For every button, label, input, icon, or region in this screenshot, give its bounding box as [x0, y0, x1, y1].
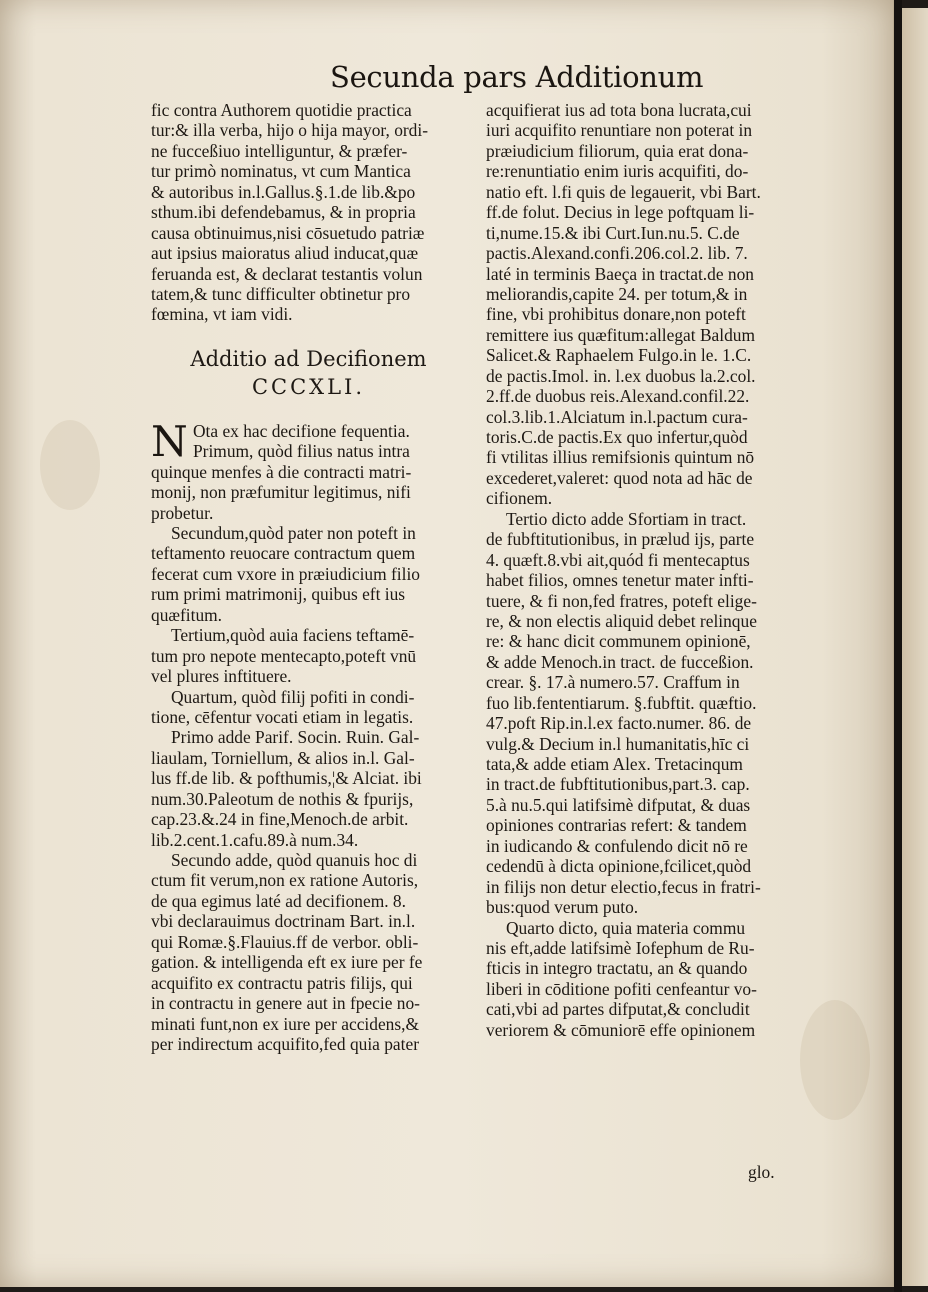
text-line: re:renuntiatio enim iuris acquifiti, do- [486, 161, 749, 182]
text-line: ctum fit verum,non ex ratione Autoris, [151, 870, 419, 891]
text-line: cedendū à dicta opinione,fcilicet,quòd [486, 856, 752, 877]
text-line: cati,vbi ad partes difputat,& concludit [486, 999, 750, 1020]
text-line: 2.ff.de duobus reis.Alexand.confil.22. [486, 386, 750, 407]
left-paragraph-3 [151, 523, 466, 625]
text-line: Secundum,quòd pater non poteft in [171, 523, 416, 543]
text-line: in iudicando & confulendo dicit nō re [486, 835, 748, 856]
right-paragraph-3 [486, 918, 795, 1041]
text-line: nis eft,adde latifsimè Iofephum de Ru- [486, 937, 755, 958]
text-line: ff.de folut. Decius in lege poftquam li- [486, 202, 755, 223]
text-line: præiudicium filiorum, quia erat dona- [486, 140, 749, 161]
text-line: col.3.lib.1.Alciatum in.l.pactum cura- [486, 406, 748, 427]
text-line: fi vtilitas illius remifsionis quintum nō [486, 447, 755, 468]
text-line: sthum.ibi defendebamus, & in propria [151, 202, 416, 223]
text-line: remittere ius quæfitum:allegat Baldum [486, 324, 756, 345]
left-paragraph-2 [151, 462, 466, 523]
right-paragraph-1 [486, 100, 795, 509]
text-line: lus ff.de lib. & pofthumis,¦& Alciat. ibi [151, 768, 422, 789]
text-line: laté in terminis Baeça in tractat.de non [486, 263, 755, 284]
text-line: re, & non electis aliquid debet relinque [486, 610, 757, 631]
text-line: gation. & intelligenda eft ex iure per fe [151, 952, 423, 973]
text-line: de fubftitutionibus, in prælud ijs, parte [486, 529, 755, 550]
right-text-column [486, 100, 795, 1040]
text-line: fticis in integro tractatu, an & quando [486, 958, 748, 979]
text-line: in filijs non detur electio,fecus in fratri- [486, 876, 761, 897]
text-line: Secundo adde, quòd quanuis hoc di [171, 850, 418, 870]
text-line: in contractu in genere aut in fpecie no- [151, 993, 420, 1014]
text-line: toris.C.de pactis.Ex quo infertur,quòd [486, 427, 748, 447]
text-line: cap.23.&.24 in fine,Menoch.de arbit. [151, 809, 409, 830]
facing-page-edge [902, 8, 928, 1286]
text-line: bus:quod verum puto. [486, 897, 639, 918]
text-line: ne fucceßiuo intelliguntur, & præfer- [151, 140, 408, 161]
left-paragraph-7 [151, 850, 466, 1054]
text-line: Tertium,quòd auia faciens teftamē- [171, 625, 415, 646]
text-line: liaulam, Torniellum, & alios in.l. Gal- [151, 747, 415, 768]
text-line: monij, non præfumitur legitimus, nifi [151, 482, 411, 503]
text-line: tur:& illa verba, hijo o hija mayor, ordi- [151, 120, 429, 141]
text-line: cifionem. [486, 488, 553, 509]
text-line: fuo lib.fententiarum. §.fubftit. quæftio. [486, 692, 757, 713]
left-paragraph-1 [151, 100, 466, 325]
section-heading: Additio ad Decifionem [190, 346, 427, 371]
text-line: rum primi matrimonij, quibus eft ius [151, 584, 406, 605]
text-line: de qua egimus laté ad decifionem. 8. [151, 890, 406, 911]
text-line: Quartum, quòd filij pofiti in condi- [171, 686, 415, 707]
text-line: tatem,& tunc difficulter obtinetur pro [151, 283, 411, 304]
text-line: teftamento reuocare contractum quem [151, 543, 416, 564]
text-line: excederet,valeret: quod nota ad hāc de [486, 467, 753, 488]
text-line: causa obtinuimus,nisi cōsuetudo patriæ [151, 222, 425, 243]
drop-cap: N [151, 416, 188, 466]
text-line: & autoribus in.l.Gallus.§.1.de lib.&po [151, 181, 416, 202]
text-line: veriorem & cōmuniorē effe opinionem [486, 1019, 756, 1040]
text-line: Quarto dicto, quia materia commu [506, 917, 746, 938]
text-line: crear. §. 17.à numero.57. Craffum in [486, 672, 740, 693]
text-line: vel plures inftituere. [151, 666, 292, 687]
text-line: fœmina, vt iam vidi. [151, 304, 293, 325]
text-line: natio eft. l.fi quis de legauerit, vbi Bart. [486, 181, 761, 202]
catchword: glo. [748, 1162, 775, 1182]
text-line: tur primò nominatus, vt cum Mantica [151, 161, 411, 182]
text-line: Primo adde Parif. Socin. Ruin. Gal- [171, 727, 420, 748]
left-paragraph-4 [151, 625, 466, 686]
text-line: iuri acquifito renuntiare non poterat in [486, 120, 753, 141]
book-gutter [894, 0, 902, 1292]
text-line: aut ipsius maioratus aliud inducat,quæ [151, 243, 419, 264]
text-line: de pactis.Imol. in. l.ex duobus la.2.col. [486, 365, 756, 386]
text-line: Primum, quòd filius natus intra [193, 441, 410, 462]
text-line: tuere, & fi non,fed fratres, poteft elige- [486, 590, 757, 611]
text-line: qui Romæ.§.Flauius.ff de verbor. obli- [151, 931, 419, 952]
left-paragraph-5 [151, 687, 466, 728]
text-line: 4. quæft.8.vbi ait,quód fi mentecaptus [486, 549, 750, 570]
text-line: probetur. [151, 502, 214, 523]
text-line: meliorandis,capite 24. per totum,& in [486, 283, 748, 304]
right-paragraph-2 [486, 509, 795, 918]
text-line: liberi in cōditione pofiti cenfeantur vo- [486, 978, 757, 999]
paper-stain [800, 1000, 870, 1120]
text-line: quæfitum. [151, 604, 223, 625]
text-line: Ota ex hac decifione fequentia. [193, 420, 410, 441]
text-line: Tertio dicto adde Sfortiam in tract. [506, 508, 747, 529]
text-line: quinque menfes à die contracti matri- [151, 461, 412, 482]
text-line: in tract.de fubftitutionibus,part.3. cap. [486, 774, 750, 795]
text-line: pactis.Alexand.confi.206.col.2. lib. 7. [486, 243, 748, 264]
text-line: 47.poft Rip.in.l.ex facto.numer. 86. de [486, 713, 752, 734]
left-paragraph-6 [151, 727, 466, 850]
text-line: 5.à nu.5.qui latifsimè difputat, & duas [486, 794, 751, 815]
text-line: lib.2.cent.1.cafu.89.à num.34. [151, 829, 359, 850]
text-line: fine, vbi prohibitus donare,non poteft [486, 304, 746, 325]
running-head: Secunda pars Additionum [330, 60, 704, 94]
text-line: acquifito ex contractu patris filijs, qui [151, 972, 413, 993]
dropcap-paragraph [151, 416, 466, 466]
text-line: fic contra Authorem quotidie practica [151, 100, 412, 120]
text-line: acquifierat ius ad tota bona lucrata,cui [486, 100, 752, 120]
text-line: ti,nume.15.& ibi Curt.Iun.nu.5. C.de [486, 222, 740, 243]
text-line: tione, cēfentur vocati etiam in legatis. [151, 706, 414, 727]
section-number: CCCXLI. [251, 374, 366, 399]
text-line: num.30.Paleotum de nothis & fpurijs, [151, 788, 414, 809]
text-line: feruanda est, & declarat testantis volun [151, 263, 423, 284]
text-line: tata,& adde etiam Alex. Tretacinqum [486, 754, 743, 774]
left-text-column [151, 100, 466, 1054]
text-line: per indirectum acquifito,fed quia pater [151, 1033, 419, 1054]
text-line: re: & hanc dicit communem opinionē, [486, 631, 751, 652]
text-line: vbi declarauimus doctrinam Bart. in.l. [151, 911, 416, 932]
text-line: habet filios, omnes tenetur mater infti- [486, 570, 754, 591]
text-line: & adde Menoch.in tract. de fucceßion. [486, 651, 754, 672]
text-line: tum pro nepote mentecapto,poteft vnū [151, 645, 417, 666]
paper-stain [40, 420, 100, 510]
text-line: vulg.& Decium in.l humanitatis,hīc ci [486, 733, 750, 754]
text-line: opiniones contrarias refert: & tandem [486, 815, 747, 836]
text-line: minati funt,non ex iure per accidens,& [151, 1013, 420, 1034]
text-line: Salicet.& Raphaelem Fulgo.in le. 1.C. [486, 345, 752, 366]
text-line: fecerat cum vxore in præiudicium filio [151, 563, 420, 584]
